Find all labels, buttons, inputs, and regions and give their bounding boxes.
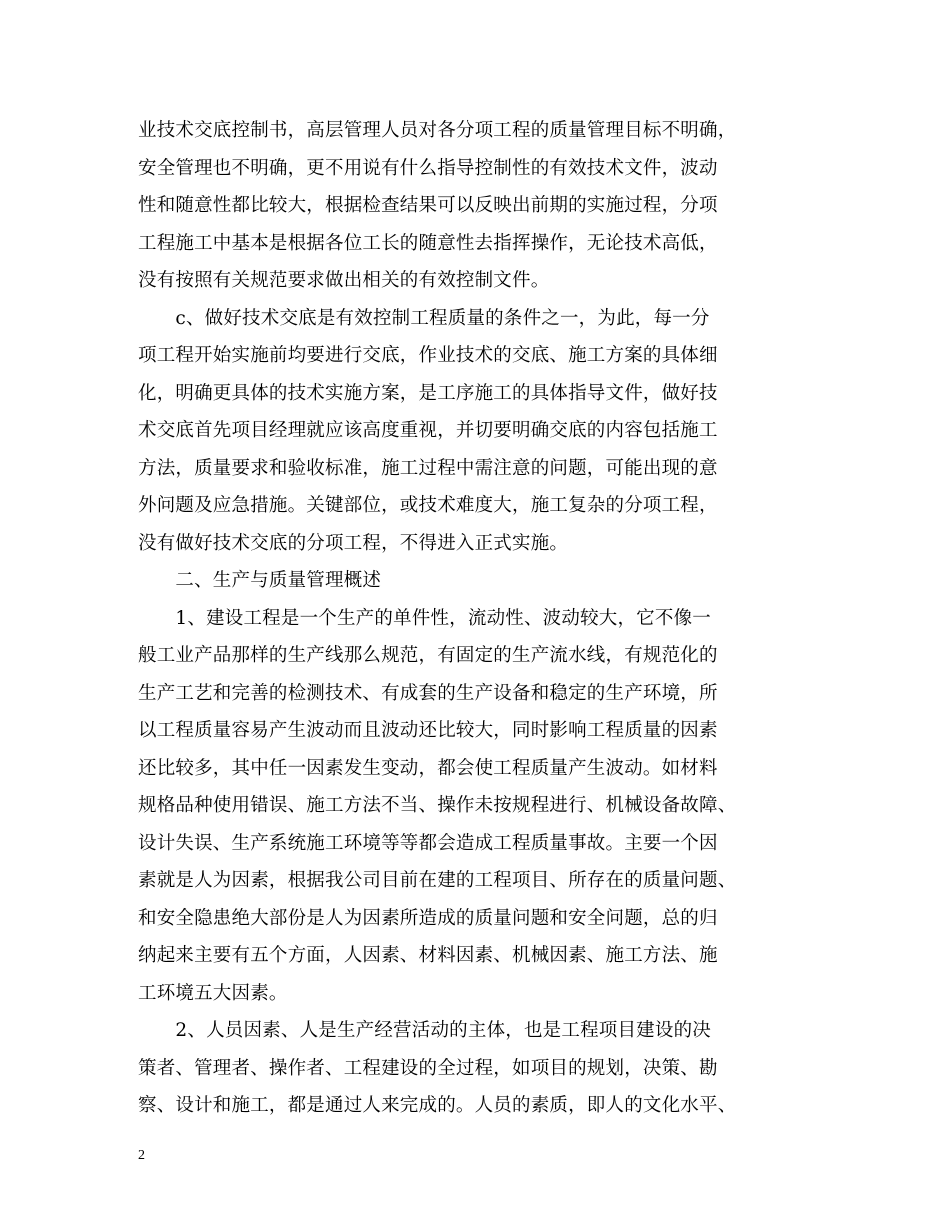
text-line: 2、人员因素、人是生产经营活动的主体，也是工程项目建设的决: [138, 1020, 711, 1041]
text-line: 没有做好技术交底的分项工程，不得进入正式实施。: [138, 532, 569, 554]
text-line: 化，明确更具体的技术实施方案，是工序施工的具体指导文件，做好技: [138, 382, 718, 404]
text-line: 般工业产品那样的生产线那么规范，有固定的生产流水线，有规范化的: [138, 645, 718, 666]
text-line: 察、设计和施工，都是通过人来完成的。人员的素质，即人的文化水平、: [138, 1095, 737, 1116]
text-line: 策者、管理者、操作者、工程建设的全过程，如项目的规划，决策、勘: [138, 1057, 718, 1079]
text-line: 方法，质量要求和验收标准，施工过程中需注意的问题，可能出现的意: [138, 457, 718, 479]
text-line: 工程施工中基本是根据各位工长的随意性去指挥操作，无论技术高低，: [138, 232, 718, 254]
text-line: 性和随意性都比较大，根据检查结果可以反映出前期的实施过程，分项: [138, 195, 718, 216]
text-line: 1、建设工程是一个生产的单件性，流动性、波动较大，它不像一: [138, 607, 711, 629]
section-heading: 二、生产与质量管理概述: [138, 570, 382, 591]
text-line: 业技术交底控制书，高层管理人员对各分项工程的质量管理目标不明确，: [138, 120, 737, 141]
text-line: 规格品种使用错误、施工方法不当、操作未按规程进行、机械设备故障、: [138, 795, 737, 816]
text-line: 设计失误、生产系统施工环境等等都会造成工程质量事故。主要一个因: [138, 832, 718, 854]
text-line: 项工程开始实施前均要进行交底，作业技术的交底、施工方案的具体细: [138, 345, 718, 366]
text-line: 纳起来主要有五个方面，人因素、材料因素、机械因素、施工方法、施: [138, 945, 718, 966]
text-line: c、做好技术交底是有效控制工程质量的条件之一，为此，每一分: [138, 307, 710, 329]
text-line: 还比较多，其中任一因素发生变动，都会使工程质量产生波动。如材料: [138, 757, 718, 779]
text-line: 和安全隐患绝大部份是人为因素所造成的质量问题和安全问题，总的归: [138, 907, 718, 929]
page-number: 2: [138, 1148, 145, 1163]
text-line: 安全管理也不明确，更不用说有什么指导控制性的有效技术文件，波动: [138, 157, 718, 179]
text-line: 以工程质量容易产生波动而且波动还比较大，同时影响工程质量的因素: [138, 720, 718, 741]
body-text: [138, 112, 818, 1125]
text-line: 外问题及应急措施。关键部位，或技术难度大，施工复杂的分项工程，: [138, 495, 718, 516]
text-line: 素就是人为因素，根据我公司目前在建的工程项目、所存在的质量问题、: [138, 870, 737, 891]
text-line: 工环境五大因素。: [138, 982, 288, 1004]
text-line: 没有按照有关规范要求做出相关的有效控制文件。: [138, 270, 550, 291]
text-line: 生产工艺和完善的检测技术、有成套的生产设备和稳定的生产环境，所: [138, 682, 718, 704]
text-line: 术交底首先项目经理就应该高度重视，并切要明确交底的内容包括施工: [138, 420, 718, 441]
